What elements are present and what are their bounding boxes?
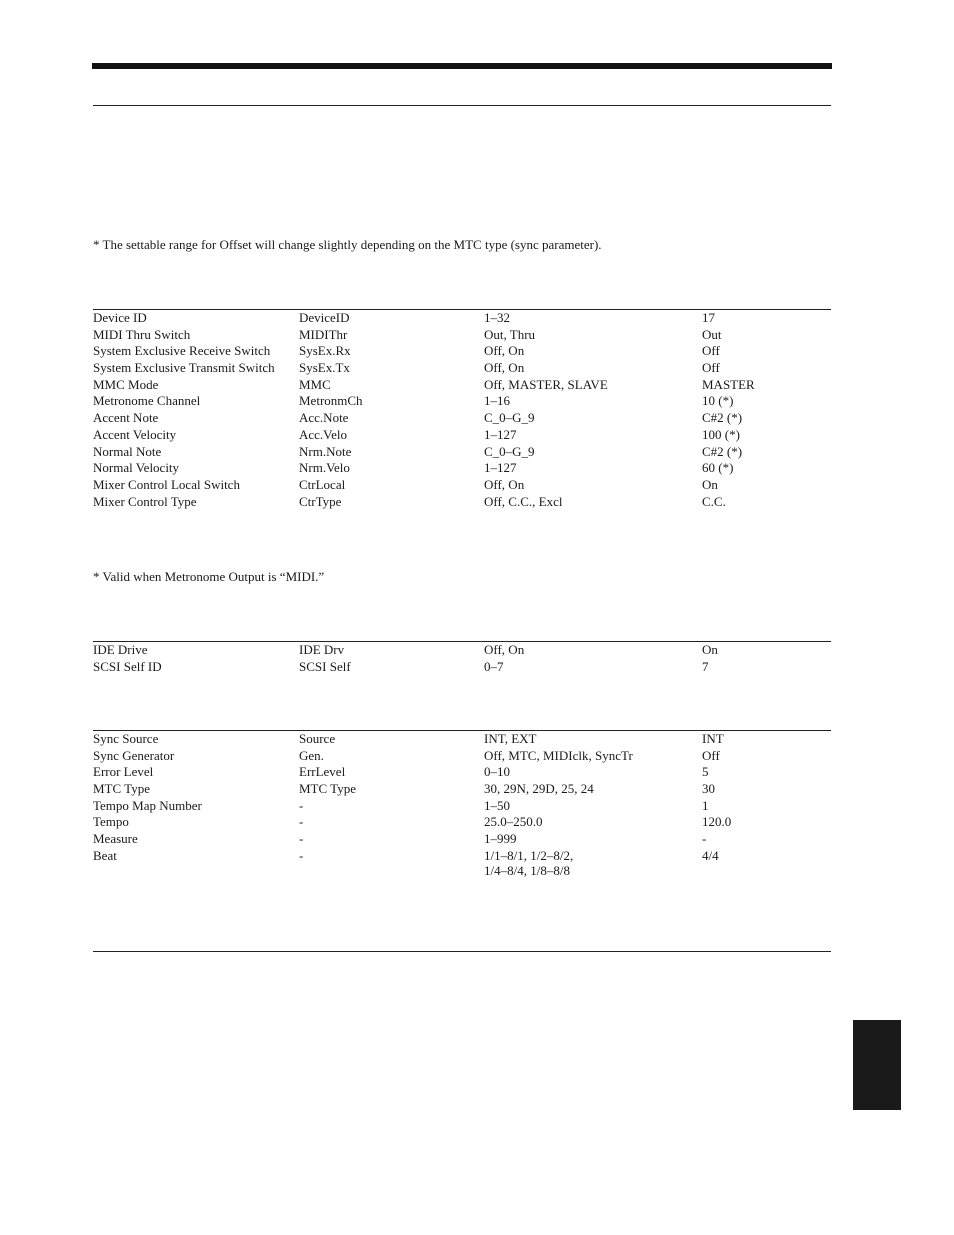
- parameter-name: Sync Source: [93, 731, 159, 746]
- display-name: ErrLevel: [299, 764, 346, 780]
- parameter-name: Normal Note: [93, 443, 162, 459]
- parameter-name: Tempo Map Number: [93, 797, 202, 813]
- value-range: Off, On: [484, 642, 525, 657]
- default-value: C#2 (*): [702, 410, 743, 426]
- display-name: MTC Type: [299, 781, 356, 797]
- table-row: [93, 831, 831, 848]
- display-name: MMC: [299, 376, 331, 392]
- footer-divider: [93, 951, 831, 952]
- default-value: 10 (*): [702, 393, 734, 409]
- value-range: 1–127: [484, 460, 517, 476]
- parameter-name: MTC Type: [93, 781, 150, 797]
- display-name: SCSI Self: [299, 658, 351, 674]
- default-value: Out: [702, 326, 722, 342]
- value-range: 25.0–250.0: [484, 814, 543, 830]
- table-row: [93, 477, 831, 494]
- parameter-name: Sync Generator: [93, 747, 175, 763]
- value-range: 30, 29N, 29D, 25, 24: [484, 781, 594, 797]
- default-value: -: [702, 831, 707, 847]
- default-value: 1: [702, 797, 709, 813]
- parameter-name: MMC Mode: [93, 376, 159, 392]
- value-range: 1–16: [484, 393, 510, 409]
- parameter-name: Mixer Control Type: [93, 493, 197, 509]
- table-row: [93, 798, 831, 815]
- metronome-footnote: * Valid when Metronome Output is “MIDI.”: [93, 569, 325, 584]
- value-range: C_0–G_9: [484, 410, 535, 426]
- table-row: [93, 310, 831, 327]
- default-value: 30: [702, 781, 715, 797]
- default-value: 60 (*): [702, 460, 734, 476]
- parameter-name: MIDI Thru Switch: [93, 326, 191, 342]
- table-row: [93, 444, 831, 461]
- default-value: C.C.: [702, 493, 726, 509]
- display-name: Nrm.Velo: [299, 460, 350, 476]
- value-range: INT, EXT: [484, 731, 537, 746]
- default-value: 4/4: [702, 847, 719, 863]
- default-value: Off: [702, 360, 720, 376]
- value-range: 1–50: [484, 797, 510, 813]
- value-range: 0–10: [484, 764, 510, 780]
- table-row: [93, 659, 831, 676]
- table-row: [93, 642, 831, 659]
- default-value: On: [702, 642, 718, 657]
- value-range: 1–999: [484, 831, 517, 847]
- display-name: CtrType: [299, 493, 342, 509]
- parameter-name: Error Level: [93, 764, 154, 780]
- parameter-name: SCSI Self ID: [93, 658, 162, 674]
- default-value: Off: [702, 747, 720, 763]
- parameter-name: Accent Note: [93, 410, 159, 426]
- table-row: [93, 410, 831, 427]
- default-value: Off: [702, 343, 720, 359]
- default-value: MASTER: [702, 376, 755, 392]
- header-divider: [93, 105, 831, 106]
- value-range: Off, On: [484, 343, 525, 359]
- table-row: [93, 327, 831, 344]
- table-row: [93, 748, 831, 765]
- parameter-name: Tempo: [93, 814, 129, 830]
- sync-parameter-table: [93, 731, 831, 881]
- display-name: MIDIThr: [299, 326, 348, 342]
- default-value: 7: [702, 658, 709, 674]
- parameter-name: System Exclusive Transmit Switch: [93, 360, 275, 376]
- parameter-name: Mixer Control Local Switch: [93, 476, 240, 492]
- default-value: 120.0: [702, 814, 732, 830]
- display-name: DeviceID: [299, 310, 350, 325]
- value-range: Out, Thru: [484, 326, 536, 342]
- table-row: [93, 393, 831, 410]
- parameter-name: Accent Velocity: [93, 426, 177, 442]
- value-range: C_0–G_9: [484, 443, 535, 459]
- parameter-name: Metronome Channel: [93, 393, 201, 409]
- display-name: SysEx.Rx: [299, 343, 351, 359]
- value-range: 0–7: [484, 658, 504, 674]
- chapter-tab: [853, 1020, 901, 1110]
- default-value: INT: [702, 731, 724, 746]
- display-name: Gen.: [299, 747, 324, 763]
- table-row: [93, 848, 831, 881]
- value-range: Off, On: [484, 476, 525, 492]
- value-range: Off, MASTER, SLAVE: [484, 376, 608, 392]
- display-name: MetronmCh: [299, 393, 363, 409]
- value-range: Off, MTC, MIDIclk, SyncTr: [484, 747, 633, 763]
- offset-footnote: * The settable range for Offset will change slightly depending on the MTC type (sync parameter).: [93, 237, 602, 252]
- default-value: 17: [702, 310, 715, 325]
- value-range: 1–32: [484, 310, 510, 325]
- display-name: Nrm.Note: [299, 443, 352, 459]
- default-value: 5: [702, 764, 709, 780]
- midi-parameter-table: [93, 310, 831, 510]
- value-range: 1/1–8/1, 1/2–8/2, 1/4–8/4, 1/8–8/8: [484, 847, 574, 879]
- default-value: C#2 (*): [702, 443, 743, 459]
- table-row: [93, 731, 831, 748]
- table-row: [93, 494, 831, 511]
- display-name: -: [299, 847, 304, 863]
- parameter-name: Device ID: [93, 310, 147, 325]
- parameter-name: Measure: [93, 831, 138, 847]
- header-rule: [92, 63, 832, 69]
- display-name: Acc.Note: [299, 410, 349, 426]
- table-row: [93, 814, 831, 831]
- value-range: Off, C.C., Excl: [484, 493, 563, 509]
- display-name: Acc.Velo: [299, 426, 348, 442]
- display-name: Source: [299, 731, 336, 746]
- default-value: On: [702, 476, 718, 492]
- table-row: [93, 360, 831, 377]
- table-row: [93, 377, 831, 394]
- parameter-name: IDE Drive: [93, 642, 148, 657]
- display-name: IDE Drv: [299, 642, 345, 657]
- display-name: -: [299, 814, 304, 830]
- value-range: Off, On: [484, 360, 525, 376]
- table-row: [93, 427, 831, 444]
- table-row: [93, 460, 831, 477]
- table-row: [93, 343, 831, 360]
- display-name: CtrLocal: [299, 476, 346, 492]
- default-value: 100 (*): [702, 426, 740, 442]
- display-name: -: [299, 831, 304, 847]
- drive-parameter-table: [93, 642, 831, 675]
- table-row: [93, 781, 831, 798]
- value-range: 1–127: [484, 426, 517, 442]
- display-name: -: [299, 797, 304, 813]
- parameter-name: System Exclusive Receive Switch: [93, 343, 271, 359]
- table-row: [93, 764, 831, 781]
- display-name: SysEx.Tx: [299, 360, 350, 376]
- parameter-name: Beat: [93, 847, 117, 863]
- parameter-name: Normal Velocity: [93, 460, 180, 476]
